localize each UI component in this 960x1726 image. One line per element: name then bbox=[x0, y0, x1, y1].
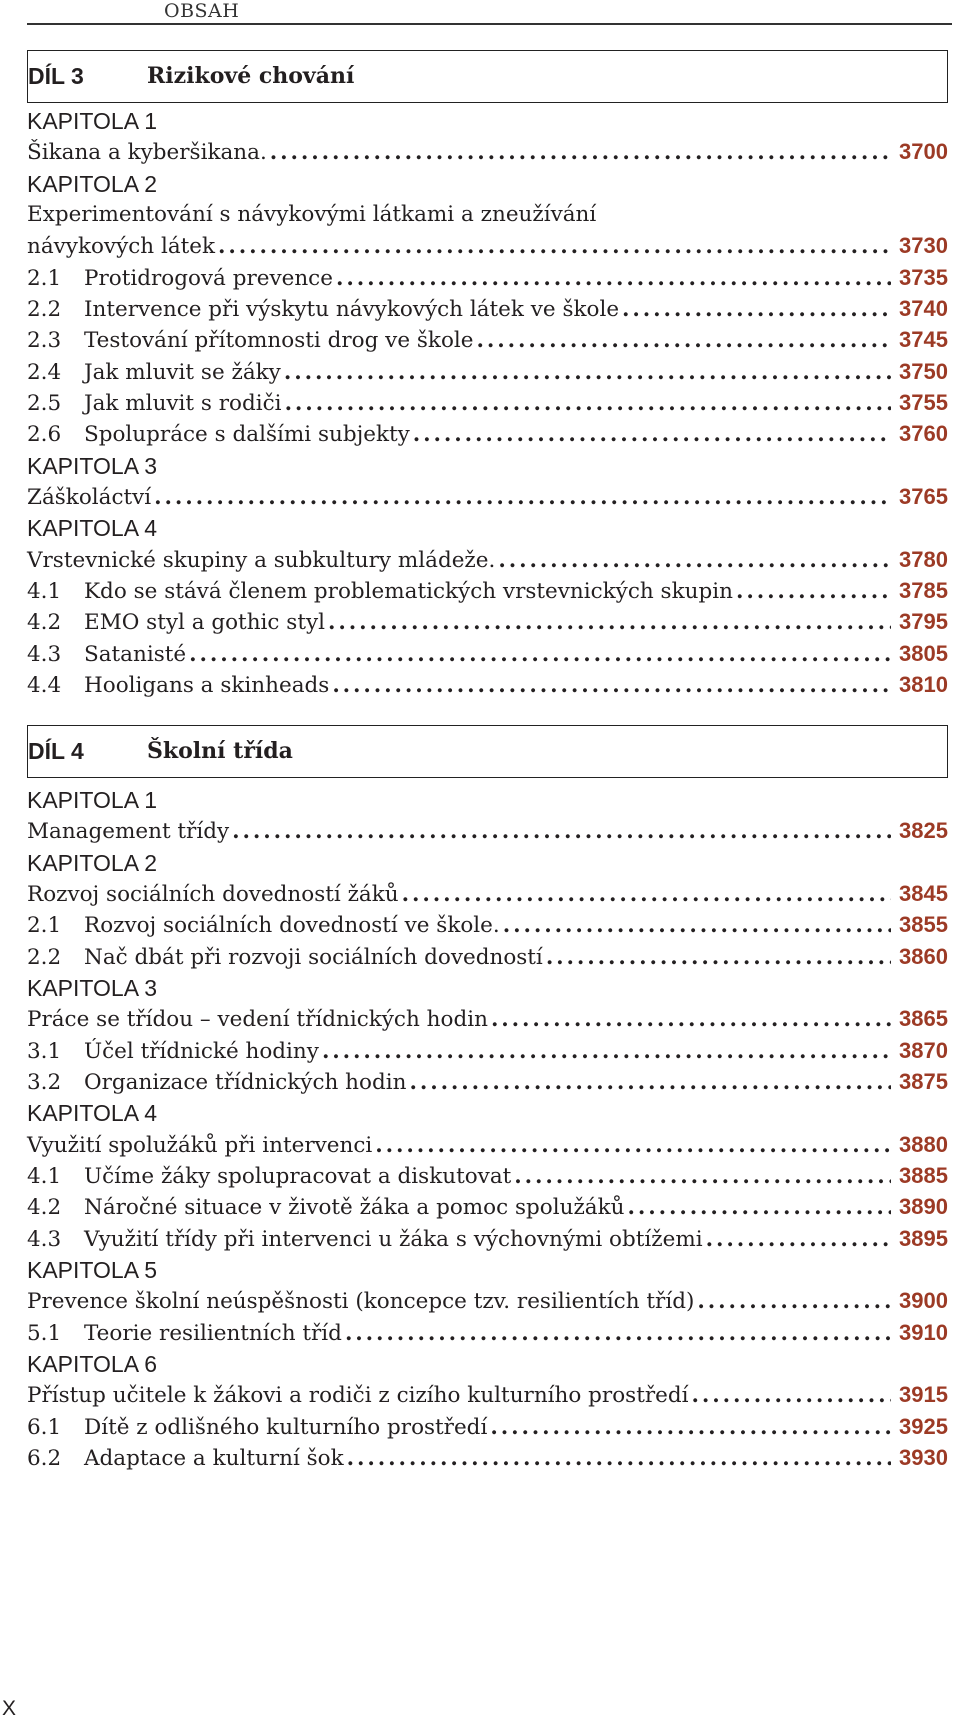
section-number: 4.4 bbox=[27, 672, 62, 698]
dot-leader bbox=[281, 356, 891, 390]
toc-entry[interactable] bbox=[27, 261, 948, 295]
dot-leader bbox=[733, 575, 891, 609]
entry-title: Rozvoj sociálních dovedností žáků bbox=[27, 881, 399, 907]
dot-leader bbox=[406, 1066, 891, 1100]
page-number: 3915 bbox=[899, 1382, 948, 1408]
entry-title: Vrstevnické skupiny a subkultury mládeže. bbox=[27, 547, 496, 573]
dot-leader bbox=[399, 878, 891, 912]
section-number: 4.3 bbox=[27, 1226, 62, 1252]
toc-entry[interactable] bbox=[27, 1410, 948, 1444]
chapter-label: KAPITOLA 4 bbox=[27, 515, 157, 542]
entry-title: Intervence při výskytu návykových látek ve škole bbox=[84, 296, 620, 322]
chapter-label: KAPITOLA 5 bbox=[27, 1256, 157, 1283]
toc-entry[interactable] bbox=[27, 543, 948, 577]
part-label: DÍL 3 bbox=[28, 63, 84, 89]
part-heading-box bbox=[27, 50, 948, 103]
toc-entry[interactable] bbox=[27, 814, 948, 848]
entry-title: Satanisté bbox=[84, 641, 187, 667]
page-number: 3880 bbox=[899, 1131, 948, 1157]
entry-title: Experimentování s návykovými látkami a zneužívání bbox=[27, 201, 597, 227]
dot-leader bbox=[694, 1285, 891, 1319]
dot-leader bbox=[487, 1411, 891, 1445]
page-number: 3885 bbox=[899, 1162, 948, 1188]
dot-leader bbox=[474, 324, 892, 358]
toc-entry[interactable] bbox=[27, 637, 948, 671]
entry-title: Učíme žáky spolupracovat a diskutovat bbox=[84, 1163, 512, 1189]
dot-leader bbox=[495, 544, 891, 578]
page-number: 3765 bbox=[899, 483, 948, 509]
entry-title: Dítě z odlišného kulturního prostředí bbox=[84, 1414, 488, 1440]
toc-entry[interactable] bbox=[27, 605, 948, 639]
toc-entry[interactable] bbox=[27, 877, 948, 911]
dot-leader bbox=[267, 136, 891, 170]
dot-leader bbox=[325, 606, 891, 640]
page-number: 3780 bbox=[899, 546, 948, 572]
entry-title: návykových látek bbox=[27, 234, 216, 260]
page-number-footer: X bbox=[2, 1697, 17, 1720]
toc-entry[interactable] bbox=[27, 417, 948, 451]
entry-title: Jak mluvit s rodiči bbox=[84, 390, 282, 416]
header-rule bbox=[27, 23, 952, 25]
part-title: Rizikové chování bbox=[147, 63, 355, 89]
dot-leader bbox=[186, 638, 891, 672]
page-number: 3740 bbox=[899, 295, 948, 321]
dot-leader bbox=[151, 481, 891, 515]
page-number: 3805 bbox=[899, 640, 948, 666]
entry-title: Šikana a kyberšikana. bbox=[27, 140, 267, 166]
page-number: 3730 bbox=[899, 233, 948, 259]
dot-leader bbox=[543, 941, 891, 975]
page-number: 3795 bbox=[899, 609, 948, 635]
dot-leader bbox=[319, 1035, 891, 1069]
chapter-label: KAPITOLA 3 bbox=[27, 452, 157, 479]
page-number: 3855 bbox=[899, 912, 948, 938]
section-number: 2.1 bbox=[27, 265, 62, 291]
page-number: 3755 bbox=[899, 389, 948, 415]
toc-entry[interactable] bbox=[27, 940, 948, 974]
toc-entry[interactable] bbox=[27, 355, 948, 389]
toc-entry[interactable] bbox=[27, 1284, 948, 1318]
page-number: 3930 bbox=[899, 1444, 948, 1470]
page-number: 3860 bbox=[899, 943, 948, 969]
chapter-label: KAPITOLA 2 bbox=[27, 849, 157, 876]
section-number: 2.2 bbox=[27, 296, 62, 322]
page-number: 3735 bbox=[899, 264, 948, 290]
toc-entry[interactable] bbox=[27, 1034, 948, 1068]
dot-leader bbox=[624, 1191, 891, 1225]
section-number: 6.2 bbox=[27, 1445, 62, 1471]
dot-leader bbox=[500, 909, 891, 943]
page-number: 3925 bbox=[899, 1413, 948, 1439]
entry-title: Testování přítomnosti drog ve škole bbox=[84, 328, 474, 354]
toc-entry[interactable] bbox=[27, 229, 948, 263]
section-number: 2.3 bbox=[27, 328, 62, 354]
part-title: Školní třída bbox=[147, 738, 293, 764]
section-number: 3.1 bbox=[27, 1038, 62, 1064]
toc-entry[interactable] bbox=[27, 1222, 948, 1256]
page-number: 3900 bbox=[899, 1288, 948, 1314]
toc-entry[interactable] bbox=[27, 908, 948, 942]
page-number: 3745 bbox=[899, 327, 948, 353]
page-number: 3760 bbox=[899, 421, 948, 447]
dot-leader bbox=[619, 293, 891, 327]
entry-title: Práce se třídou – vedení třídnických hodin bbox=[27, 1007, 488, 1033]
part-label: DÍL 4 bbox=[28, 738, 84, 764]
entry-title: EMO styl a gothic styl bbox=[84, 610, 325, 636]
page-number: 3825 bbox=[899, 818, 948, 844]
page-number: 3890 bbox=[899, 1194, 948, 1220]
page-number: 3700 bbox=[899, 139, 948, 165]
section-number: 2.4 bbox=[27, 359, 62, 385]
entry-title: Využití spolužáků při intervenci bbox=[27, 1132, 373, 1158]
toc-entry[interactable] bbox=[27, 668, 948, 702]
section-number: 2.1 bbox=[27, 913, 62, 939]
toc-entry[interactable] bbox=[27, 1316, 948, 1350]
dot-leader bbox=[333, 262, 891, 296]
page-number: 3810 bbox=[899, 671, 948, 697]
entry-title: Prevence školní neúspěšnosti (koncepce tzv. resilientích tříd) bbox=[27, 1289, 695, 1315]
entry-title: Záškoláctví bbox=[27, 484, 152, 510]
entry-title: Protidrogová prevence bbox=[84, 265, 333, 291]
toc-entry[interactable] bbox=[27, 1128, 948, 1162]
chapter-label: KAPITOLA 6 bbox=[27, 1350, 157, 1377]
section-number: 2.5 bbox=[27, 390, 62, 416]
toc-entry[interactable] bbox=[27, 1159, 948, 1193]
entry-title: Náročné situace v životě žáka a pomoc spolužáků bbox=[84, 1195, 625, 1221]
toc-entry[interactable] bbox=[27, 386, 948, 420]
section-number: 6.1 bbox=[27, 1414, 62, 1440]
page-number: 3865 bbox=[899, 1006, 948, 1032]
toc-entry bbox=[27, 198, 948, 232]
section-number: 2.2 bbox=[27, 944, 62, 970]
section-number: 4.1 bbox=[27, 578, 62, 604]
running-header: OBSAH bbox=[164, 0, 240, 22]
page-number: 3750 bbox=[899, 358, 948, 384]
entry-title: Management třídy bbox=[27, 819, 230, 845]
dot-leader bbox=[372, 1129, 891, 1163]
dot-leader bbox=[229, 815, 891, 849]
section-number: 3.2 bbox=[27, 1069, 62, 1095]
entry-title: Organizace třídnických hodin bbox=[84, 1069, 407, 1095]
section-number: 5.1 bbox=[27, 1320, 62, 1346]
dot-leader bbox=[488, 1003, 891, 1037]
entry-title: Nač dbát při rozvoji sociálních dovedností bbox=[84, 944, 543, 970]
entry-title: Spolupráce s dalšími subjekty bbox=[84, 422, 410, 448]
toc-entry[interactable] bbox=[27, 574, 948, 608]
section-number: 4.2 bbox=[27, 610, 62, 636]
toc-entry[interactable] bbox=[27, 1378, 948, 1412]
entry-title: Hooligans a skinheads bbox=[84, 672, 330, 698]
section-number: 2.6 bbox=[27, 422, 62, 448]
entry-title: Kdo se stává členem problematických vrstevnických skupin bbox=[84, 578, 733, 604]
page-number: 3785 bbox=[899, 577, 948, 603]
toc-entry[interactable] bbox=[27, 1002, 948, 1036]
toc-entry[interactable] bbox=[27, 1441, 948, 1475]
dot-leader bbox=[703, 1223, 891, 1257]
dot-leader bbox=[282, 387, 891, 421]
toc-entry[interactable] bbox=[27, 135, 948, 169]
section-number: 4.3 bbox=[27, 641, 62, 667]
section-number: 4.1 bbox=[27, 1163, 62, 1189]
entry-title: Využití třídy při intervenci u žáka s výchovnými obtížemi bbox=[84, 1226, 703, 1252]
entry-title: Účel třídnické hodiny bbox=[84, 1038, 319, 1064]
page-number: 3870 bbox=[899, 1037, 948, 1063]
dot-leader bbox=[344, 1442, 891, 1476]
page-number: 3895 bbox=[899, 1225, 948, 1251]
dot-leader bbox=[511, 1160, 891, 1194]
toc-entry[interactable] bbox=[27, 323, 948, 357]
chapter-label: KAPITOLA 1 bbox=[27, 787, 157, 813]
toc-entry[interactable] bbox=[27, 480, 948, 514]
chapter-label: KAPITOLA 2 bbox=[27, 170, 157, 197]
toc-entry[interactable] bbox=[27, 1065, 948, 1099]
toc-entry[interactable] bbox=[27, 1190, 948, 1224]
chapter-label: KAPITOLA 4 bbox=[27, 1100, 157, 1127]
chapter-label: KAPITOLA 3 bbox=[27, 974, 157, 1001]
entry-title: Teorie resilientních tříd bbox=[84, 1320, 342, 1346]
entry-title: Jak mluvit se žáky bbox=[84, 359, 281, 385]
section-number: 4.2 bbox=[27, 1195, 62, 1221]
page-number: 3875 bbox=[899, 1068, 948, 1094]
entry-title: Adaptace a kulturní šok bbox=[84, 1445, 344, 1471]
dot-leader bbox=[342, 1317, 891, 1351]
entry-title: Rozvoj sociálních dovedností ve škole. bbox=[84, 913, 500, 939]
dot-leader bbox=[688, 1379, 891, 1413]
page-number: 3845 bbox=[899, 880, 948, 906]
entry-title: Přístup učitele k žákovi a rodiči z cizího kulturního prostředí bbox=[27, 1383, 689, 1409]
toc-entry[interactable] bbox=[27, 292, 948, 326]
chapter-label: KAPITOLA 1 bbox=[27, 108, 157, 134]
page-number: 3910 bbox=[899, 1319, 948, 1345]
part-heading-box bbox=[27, 725, 948, 778]
dot-leader bbox=[410, 418, 891, 452]
dot-leader bbox=[215, 230, 891, 264]
dot-leader bbox=[329, 669, 891, 703]
